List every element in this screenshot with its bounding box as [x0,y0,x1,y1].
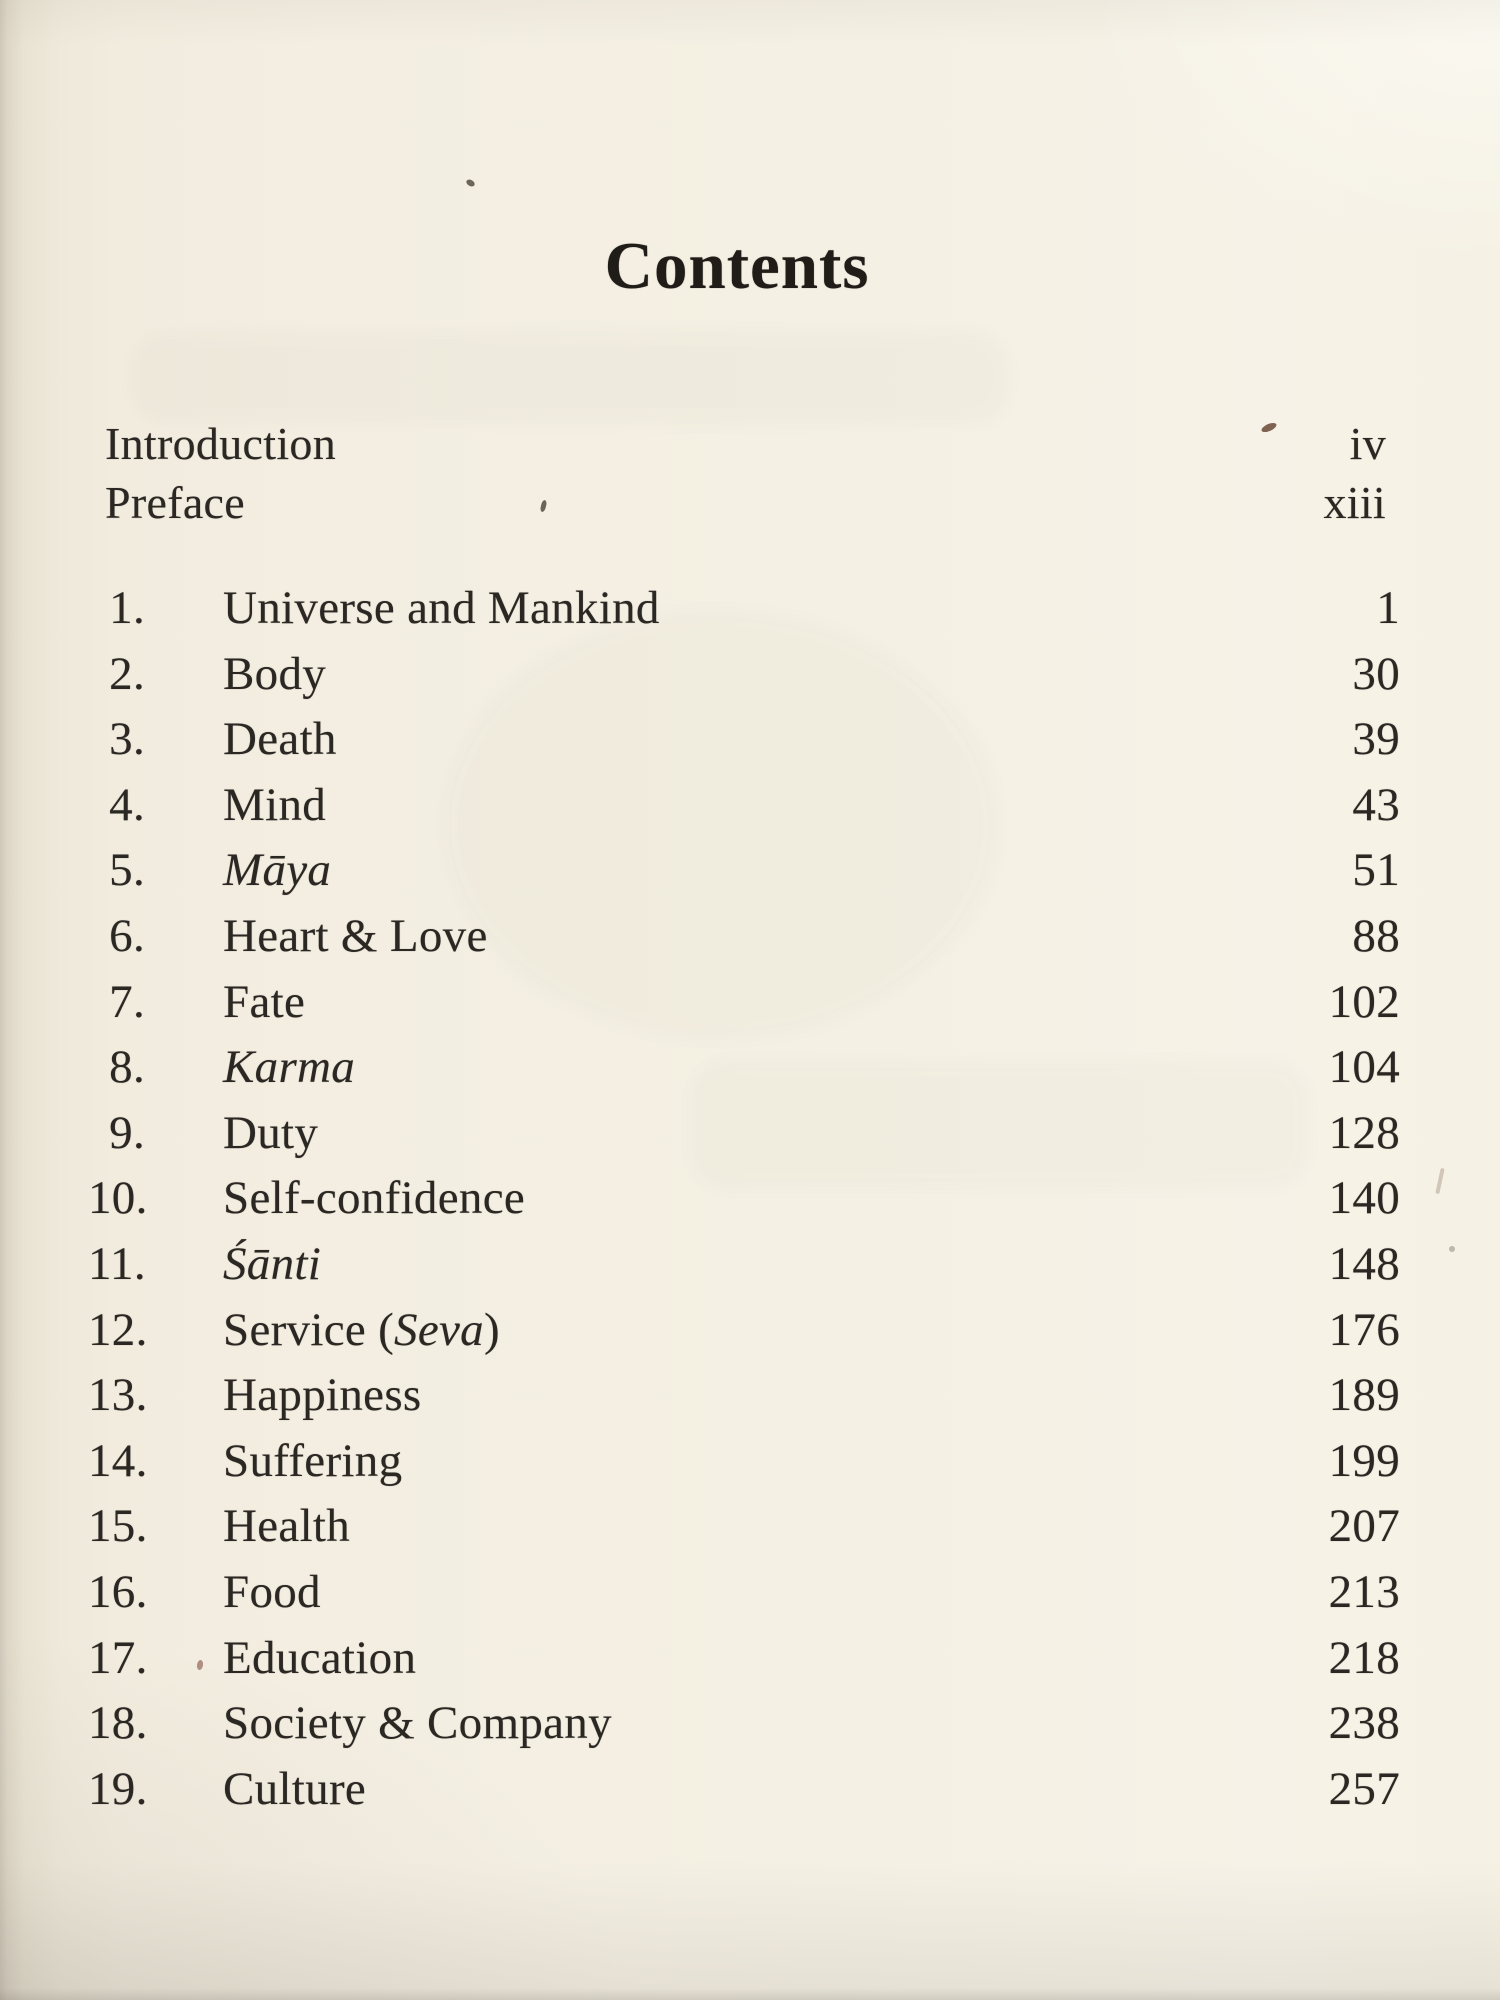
chapter-page-number: 128 [1328,1106,1400,1159]
chapter-number: 16. [88,1565,148,1618]
chapter-page-number: 51 [1352,844,1400,897]
chapter-page-number: 238 [1328,1697,1400,1750]
entry-title: Preface [105,477,245,528]
title-italic: Śānti [223,1237,322,1290]
chapter-title [223,576,660,642]
chapter-page-number: 176 [1328,1303,1400,1356]
title-roman-pre: Culture [223,1762,367,1815]
chapter-page-number: 88 [1352,909,1400,962]
entry-title: Introduction [105,418,336,469]
toc-entry [88,1232,1400,1298]
chapter-page-number: 189 [1328,1369,1400,1422]
chapter-title [223,1691,612,1757]
title-italic: Karma [223,1041,356,1094]
toc-entry [88,1035,1400,1101]
chapter-number: 3. [109,713,145,766]
chapter-number: 15. [88,1500,148,1553]
chapter-page-number: 1 [1376,582,1400,634]
title-roman-pre: Education [223,1631,417,1684]
chapter-list [88,576,1400,1822]
toc-entry-preface [105,473,1400,532]
toc-entry [88,1691,1400,1757]
chapter-title [223,1035,355,1101]
chapter-number: 11. [88,1237,146,1290]
title-roman-pre: Fate [223,975,306,1028]
chapter-number: 5. [109,844,145,897]
chapter-page-number: 148 [1328,1237,1400,1290]
title-roman-post: ) [483,1303,500,1356]
toc-entry [88,1101,1400,1167]
chapter-number: 8. [109,1041,145,1094]
chapter-title [223,1560,321,1626]
chapter-number: 1. [109,582,145,634]
chapter-page-number: 39 [1352,713,1400,766]
chapter-page-number: 207 [1328,1500,1400,1553]
title-italic: Māya [223,844,332,897]
chapter-number: 14. [88,1434,148,1487]
chapter-number: 12. [88,1303,148,1356]
toc-entry-introduction [105,414,1400,473]
chapter-title [223,773,326,839]
toc-entry [88,970,1400,1036]
page-showthrough-smudge [130,330,1010,425]
chapter-page-number: 199 [1328,1434,1400,1487]
title-roman-pre: Death [223,713,337,766]
title-roman-pre: Suffering [223,1434,403,1487]
chapter-page-number: 102 [1328,975,1400,1028]
chapter-title [223,707,337,773]
page-title: Contents [604,229,870,303]
chapter-title [223,1757,366,1823]
toc-entry [88,707,1400,773]
chapter-title [223,642,326,708]
title-italic: Seva [394,1303,484,1356]
chapter-title [223,904,488,970]
chapter-title [223,1429,402,1495]
chapter-number: 17. [88,1631,148,1684]
toc-entry [88,1298,1400,1364]
title-roman-pre: Body [223,647,327,700]
entry-page-number: iv [1349,418,1386,469]
chapter-page-number: 257 [1328,1762,1400,1815]
title-roman-pre: Duty [223,1106,319,1159]
chapter-number: 10. [88,1172,148,1225]
front-matter-list [105,414,1400,532]
title-roman-pre: Heart & Love [223,909,488,962]
chapter-title [223,1494,350,1560]
toc-entry [88,1363,1400,1429]
entry-page-number: xiii [1323,477,1386,528]
toc-entry [88,1626,1400,1692]
chapter-page-number: 213 [1328,1565,1400,1618]
chapter-number: 4. [109,778,145,831]
chapter-number: 9. [109,1106,145,1159]
title-roman-pre: Mind [223,778,327,831]
chapter-title [223,1626,416,1692]
toc-entry [88,1429,1400,1495]
toc-entry [88,1560,1400,1626]
chapter-page-number: 43 [1352,778,1400,831]
chapter-page-number: 30 [1352,647,1400,700]
chapter-number: 2. [109,647,145,700]
toc-entry [88,642,1400,708]
chapter-title [223,1363,422,1429]
title-roman-pre: Universe and Mankind [223,582,660,634]
chapter-number: 19. [88,1762,148,1815]
chapter-title [223,1101,318,1167]
paper-speck [465,178,476,188]
chapter-number: 6. [109,909,145,962]
chapter-title [223,1298,500,1364]
toc-entry [88,1494,1400,1560]
title-roman-pre: Service ( [223,1303,395,1356]
title-roman-pre: Self-confidence [223,1172,526,1225]
chapter-number: 13. [88,1369,148,1422]
chapter-number: 18. [88,1697,148,1750]
chapter-title [223,838,331,904]
toc-entry [88,1757,1400,1823]
toc-entry [88,773,1400,839]
paper-speck [1449,1246,1455,1252]
chapter-title [223,1166,525,1232]
chapter-page-number: 140 [1328,1172,1400,1225]
chapter-title [223,1232,321,1298]
title-roman-pre: Food [223,1565,321,1618]
title-roman-pre: Happiness [223,1369,422,1422]
toc-entry [88,576,1400,642]
chapter-page-number: 218 [1328,1631,1400,1684]
title-roman-pre: Health [223,1500,351,1553]
chapter-title [223,970,305,1036]
paper-fiber [1435,1168,1444,1194]
toc-entry [88,904,1400,970]
chapter-page-number: 104 [1328,1041,1400,1094]
toc-entry [88,1166,1400,1232]
title-roman-pre: Society & Company [223,1697,612,1750]
chapter-number: 7. [109,975,145,1028]
toc-entry [88,838,1400,904]
